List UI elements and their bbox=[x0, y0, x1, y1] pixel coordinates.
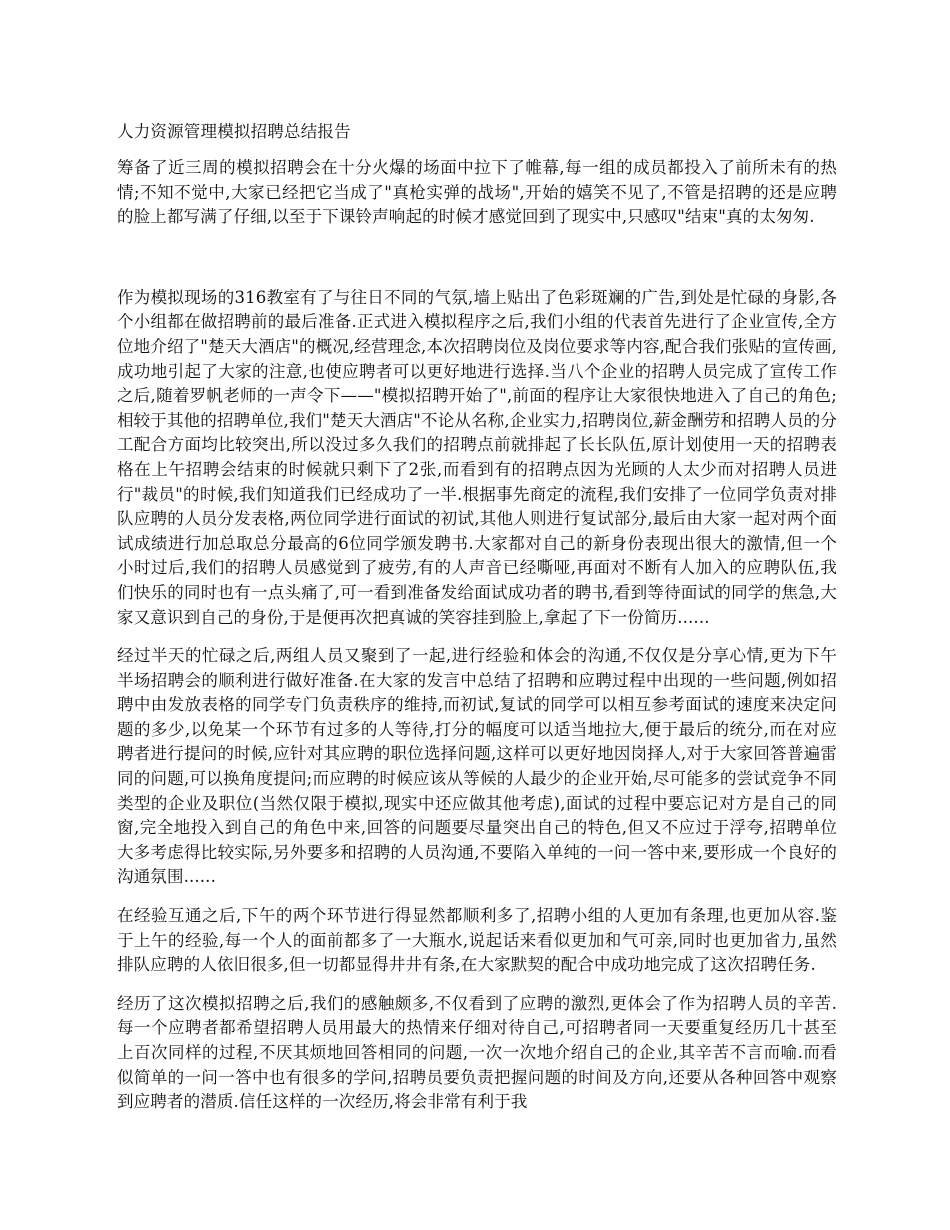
document-title: 人力资源管理模拟招聘总结报告 bbox=[117, 122, 351, 141]
paragraph-midday-review: 经过半天的忙碌之后,两组人员又聚到了一起,进行经验和体会的沟通,不仅仅是分享心情,更为下午半场招聘会的顺利进行做好准备.在大家的发言中总结了招聘和应聘过程中出现的一些问题,例如招聘中由发放表格的同学专门负责秩序的维持,而初试,复试的同学可以相互参考面试的速度来决定问题的多少,以免某一个环节有过多的人等待,打分的幅度可以适当地拉大,便于最后的统分,而在对应聘者进行提问的时候,应针对其应聘的职位选择问题,这样可以更好地因岗择人,对于大家回答普遍雷同的问题,可以换角度提问;而应聘的时候应该从等候的人最少的企业开始,尽可能多的尝试竞争不同类型的企业及职位(当然仅限于模拟,现实中还应做其他考虑),面试的过程中要忘记对方是自己的同窗,完全地投入到自己的角色中来,回答的问题要尽量突出自己的特色,但又不应过于浮夸,招聘单位大多考虑得比较实际,另外要多和招聘的人员沟通,不要陷入单纯的一问一答中来,要形成一个良好的沟通氛围...... bbox=[117, 646, 837, 887]
document-page bbox=[117, 120, 837, 1129]
paragraph-spacer bbox=[117, 244, 837, 286]
paragraph-reflection: 经历了这次模拟招聘之后,我们的感触颇多,不仅看到了应聘的激烈,更体会了作为招聘人员的辛苦.每一个应聘者都希望招聘人员用最大的热情来仔细对待自己,可招聘者同一天要重复经历几十甚至上百次同样的过程,不厌其烦地回答相同的问题,一次一次地介绍自己的企业,其辛苦不言而喻.而看似简单的一问一答中也有很多的学问,招聘员要负责把握问题的时间及方向,还要从各种回答中观察到应聘者的潜质.信任这样的一次经历,将会非常有利于我 bbox=[117, 993, 837, 1112]
paragraph-afternoon: 在经验互通之后,下午的两个环节进行得显然都顺利多了,招聘小组的人更加有条理,也更加从容.鉴于上午的经验,每一个人的面前都多了一大瓶水,说起话来看似更加和气可亲,同时也更加省力,虽然排队应聘的人依旧很多,但一切都显得井井有条,在大家默契的配合中成功地完成了这次招聘任务. bbox=[117, 906, 837, 975]
paragraph-classroom: 作为模拟现场的316教室有了与往日不同的气氛,墙上贴出了色彩斑斓的广告,到处是忙碌的身影,各个小组都在做招聘前的最后准备.正式进入模拟程序之后,我们小组的代表首先进行了企业宣传,全方位地介绍了"楚天大酒店"的概况,经营理念,本次招聘岗位及岗位要求等内容,配合我们张贴的宣传画,成功地引起了大家的注意,也使应聘者可以更好地进行选择.当八个企业的招聘人员完成了宣传工作之后,随着罗帆老师的一声令下——"模拟招聘开始了",前面的程序让大家很快地进入了自己的角色;相较于其他的招聘单位,我们"楚天大酒店"不论从名称,企业实力,招聘岗位,薪金酬劳和招聘人员的分工配合方面均比较突出,所以没过多久我们的招聘点前就排起了长长队伍,原计划使用一天的招聘表格在上午招聘会结束的时候就只剩下了2张,而看到有的招聘点因为光顾的人太少而对招聘人员进行"裁员"的时候,我们知道我们已经成功了一半.根据事先商定的流程,我们安排了一位同学负责对排队应聘的人员分发表格,两位同学进行面试的初试,其他人则进行复试部分,最后由大家一起对两个面试成绩进行加总取总分最高的6位同学颁发聘书.大家都对自己的新身份表现出很大的激情,但一个小时过后,我们的招聘人员感觉到了疲劳,有的人声音已经嘶哑,再面对不断有人加入的应聘队伍,我们快乐的同时也有一点头痛了,可一看到准备发给面试成功者的聘书,看到等待面试的同学的焦急,大家又意识到自己的身份,于是便再次把真诚的笑容挂到脸上,拿起了下一份简历...... bbox=[117, 287, 837, 627]
paragraph-intro: 筹备了近三周的模拟招聘会在十分火爆的场面中拉下了帷幕,每一组的成员都投入了前所未有的热情;不知不觉中,大家已经把它当成了"真枪实弹的战场",开始的嬉笑不见了,不管是招聘的还是应聘的脸上都写满了仔细,以至于下课铃声响起的时候才感觉回到了现实中,只感叹"结束"真的太匆匆. bbox=[117, 158, 837, 227]
